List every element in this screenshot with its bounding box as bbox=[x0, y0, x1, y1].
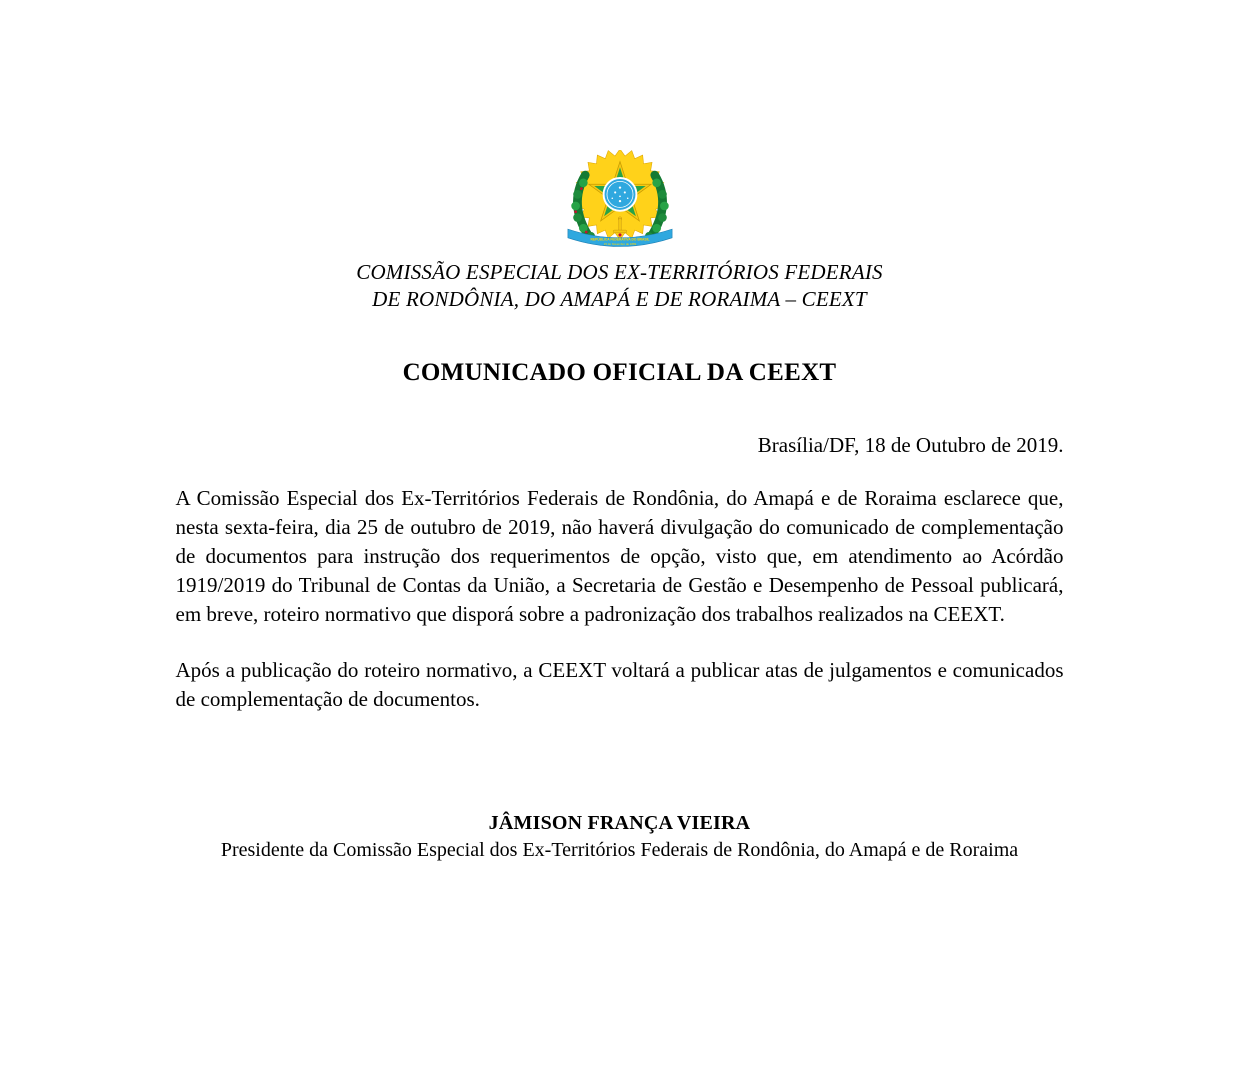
document-content bbox=[176, 259, 1064, 864]
ribbon-text-line2: 15 de Novembro de 1889 bbox=[603, 241, 636, 246]
org-header-line2: DE RONDÔNIA, DO AMAPÁ E DE RORAIMA – CEEXT bbox=[372, 287, 867, 311]
brazil-coat-of-arms-icon bbox=[562, 150, 678, 260]
org-header-line1: COMISSÃO ESPECIAL DOS EX-TERRITÓRIOS FEDERAIS bbox=[356, 260, 883, 284]
signature-role: Presidente da Comissão Especial dos Ex-Territórios Federais de Rondônia, do Amapá e de Roraima bbox=[220, 839, 1019, 861]
signature-name: JÂMISON FRANÇA VIEIRA bbox=[488, 812, 751, 834]
body-paragraph-2: Após a publicação do roteiro normativo, a CEEXT voltará a publicar atas de julgamentos e comunicados de complementação de documentos. bbox=[175, 658, 1064, 711]
ribbon-text-line1: REPÚBLICA FEDERATIVA DO BRASIL bbox=[590, 237, 649, 242]
body-paragraph-1: A Comissão Especial dos Ex-Territórios Federais de Rondônia, do Amapá e de Roraima esclarece que, nesta sexta-feira, dia 25 de outubro de 2019, não haverá divulgação do comunicado de complementação de documentos para instrução dos requerimentos de opção, visto que, em atendimento ao Acórdão 1919/2019 do Tribunal de Contas da União, a Secretaria de Gestão e Desempenho de Pessoal publicará, em breve, roteiro normativo que disporá sobre a padronização dos trabalhos realizados na CEEXT. bbox=[175, 486, 1064, 626]
page-title: COMUNICADO OFICIAL DA CEEXT bbox=[402, 359, 837, 386]
emblem-container bbox=[0, 150, 1239, 254]
central-disc bbox=[603, 178, 636, 211]
org-header bbox=[176, 259, 1064, 313]
signature-block bbox=[176, 810, 1064, 864]
dateline: Brasília/DF, 18 de Outubro de 2019. bbox=[757, 433, 1064, 457]
